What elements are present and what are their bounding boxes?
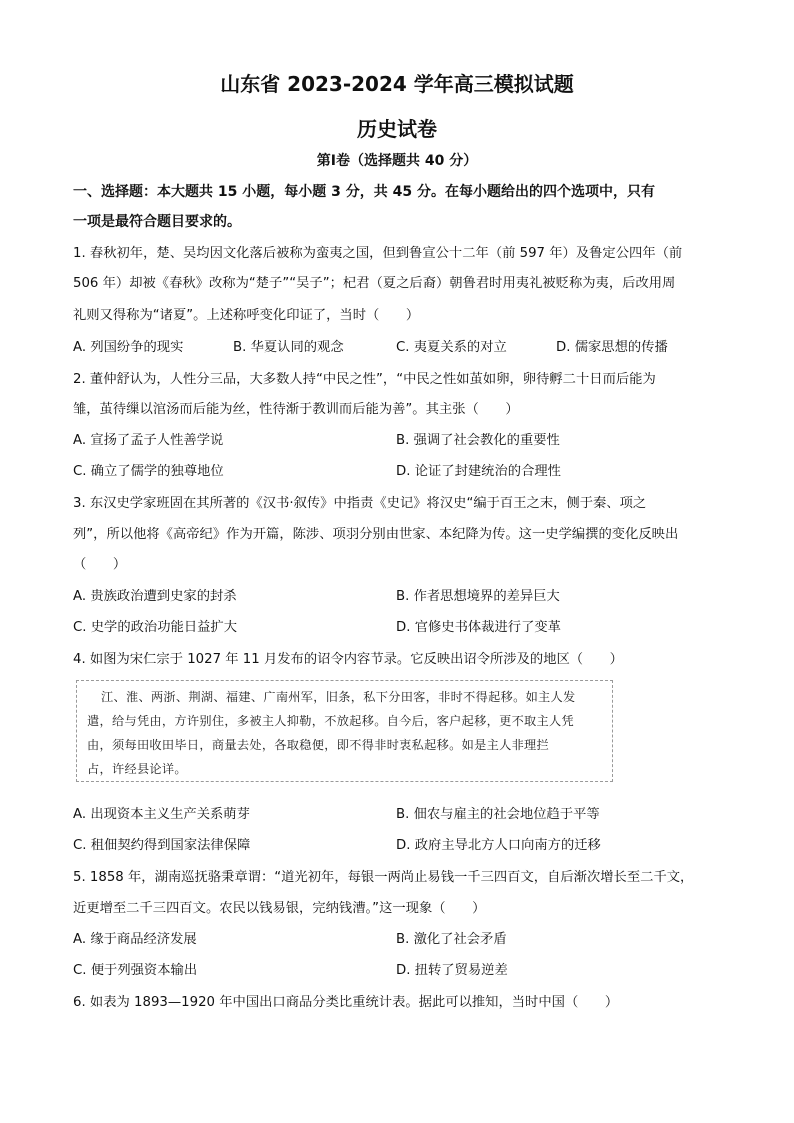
q3-option-b[interactable]: B. 作者思想境界的差异巨大 (396, 589, 560, 604)
q6-stem-line-1: 6. 如表为 1893—1920 年中国出口商品分类比重统计表。据此可以推知，当时中国（ ） (73, 995, 619, 1010)
edict-line-4: 占，许经县论详。 (87, 762, 187, 776)
q1-option-d[interactable]: D. 儒家思想的传播 (556, 340, 668, 355)
q1-stem-line-3: 礼则又得称为“诸夏”。上述称呼变化印证了，当时（ ） (73, 308, 420, 323)
exam-subject: 历史试卷 (357, 117, 437, 141)
q2-stem-line-2: 雏，茧待缫以涫汤而后能为丝，性待渐于教训而后能为善”。其主张（ ） (73, 402, 519, 417)
instructions-line-1: 一、选择题：本大题共 15 小题，每小题 3 分，共 45 分。在每小题给出的四个选项中，只有 (73, 184, 655, 200)
q4-option-a[interactable]: A. 出现资本主义生产关系萌芽 (73, 807, 250, 822)
q4-option-b[interactable]: B. 佃农与雇主的社会地位趋于平等 (396, 807, 600, 822)
q1-option-a[interactable]: A. 列国纷争的现实 (73, 340, 184, 355)
q5-option-c[interactable]: C. 便于列强资本输出 (73, 963, 198, 978)
instructions-line-2: 一项是最符合题目要求的。 (73, 214, 241, 230)
q2-option-c[interactable]: C. 确立了儒学的独尊地位 (73, 464, 224, 479)
q5-option-b[interactable]: B. 激化了社会矛盾 (396, 932, 507, 947)
q3-stem-line-1: 3. 东汉史学家班固在其所著的《汉书·叙传》中指责《史记》将汉史“编于百王之末，侧于秦、项之 (73, 496, 647, 511)
edict-excerpt-box (76, 680, 613, 782)
q3-option-d[interactable]: D. 官修史书体裁进行了变革 (396, 620, 561, 635)
q4-stem-line-1: 4. 如图为宋仁宗于 1027 年 11 月发布的诏令内容节录。它反映出诏令所涉及的地区（ ） (73, 652, 623, 667)
q1-stem-line-2: 506 年）却被《春秋》改称为“楚子”“吴子”；杞君（夏之后裔）朝鲁君时用夷礼被贬称为夷，后改用周 (73, 276, 676, 291)
q3-option-a[interactable]: A. 贵族政治遭到史家的封杀 (73, 589, 237, 604)
q2-option-b[interactable]: B. 强调了社会教化的重要性 (396, 433, 560, 448)
edict-line-2: 遣，给与凭由，方许别住，多被主人抑勒，不放起移。自今后，客户起移，更不取主人凭 (87, 714, 575, 728)
q3-stem-line-3: （ ） (73, 557, 127, 572)
edict-line-1: 江、淮、两浙、荆湖、福建、广南州军，旧条，私下分田客，非时不得起移。如主人发 (101, 690, 576, 704)
q5-stem-line-1: 5. 1858 年，湖南巡抚骆秉章谓：“道光初年，每银一两尚止易钱一千三四百文，自后渐次增长至二千文， (73, 870, 694, 885)
q5-stem-line-2: 近更增至二千三四百文。农民以钱易银，完纳钱漕。”这一现象（ ） (73, 901, 486, 916)
q4-option-c[interactable]: C. 租佃契约得到国家法律保障 (73, 838, 251, 853)
q4-option-d[interactable]: D. 政府主导北方人口向南方的迁移 (396, 838, 601, 853)
q2-option-d[interactable]: D. 论证了封建统治的合理性 (396, 464, 561, 479)
q5-option-d[interactable]: D. 扭转了贸易逆差 (396, 963, 508, 978)
exam-title: 山东省 2023-2024 学年高三模拟试题 (220, 72, 574, 96)
q5-option-a[interactable]: A. 缘于商品经济发展 (73, 932, 197, 947)
q1-option-b[interactable]: B. 华夏认同的观念 (233, 340, 344, 355)
q3-stem-line-2: 列”，所以他将《高帝纪》作为开篇，陈涉、项羽分别由世家、本纪降为传。这一史学编撰的变化反映出 (73, 527, 679, 542)
q1-option-c[interactable]: C. 夷夏关系的对立 (396, 340, 507, 355)
q2-option-a[interactable]: A. 宣扬了孟子人性善学说 (73, 433, 224, 448)
section-heading: 第Ⅰ卷（选择题共 40 分） (316, 153, 478, 169)
q2-stem-line-1: 2. 董仲舒认为，人性分三品，大多数人持“中民之性”，“中民之性如茧如卵，卵待孵二十日而后能为 (73, 372, 656, 387)
q3-option-c[interactable]: C. 史学的政治功能日益扩大 (73, 620, 238, 635)
q1-stem-line-1: 1. 春秋初年，楚、吴均因文化落后被称为蛮夷之国，但到鲁宣公十二年（前 597 年）及鲁定公四年（前 (73, 246, 683, 261)
edict-line-3: 由，须每田收田毕日，商量去处，各取稳便，即不得非时衷私起移。如是主人非理拦 (87, 738, 550, 752)
